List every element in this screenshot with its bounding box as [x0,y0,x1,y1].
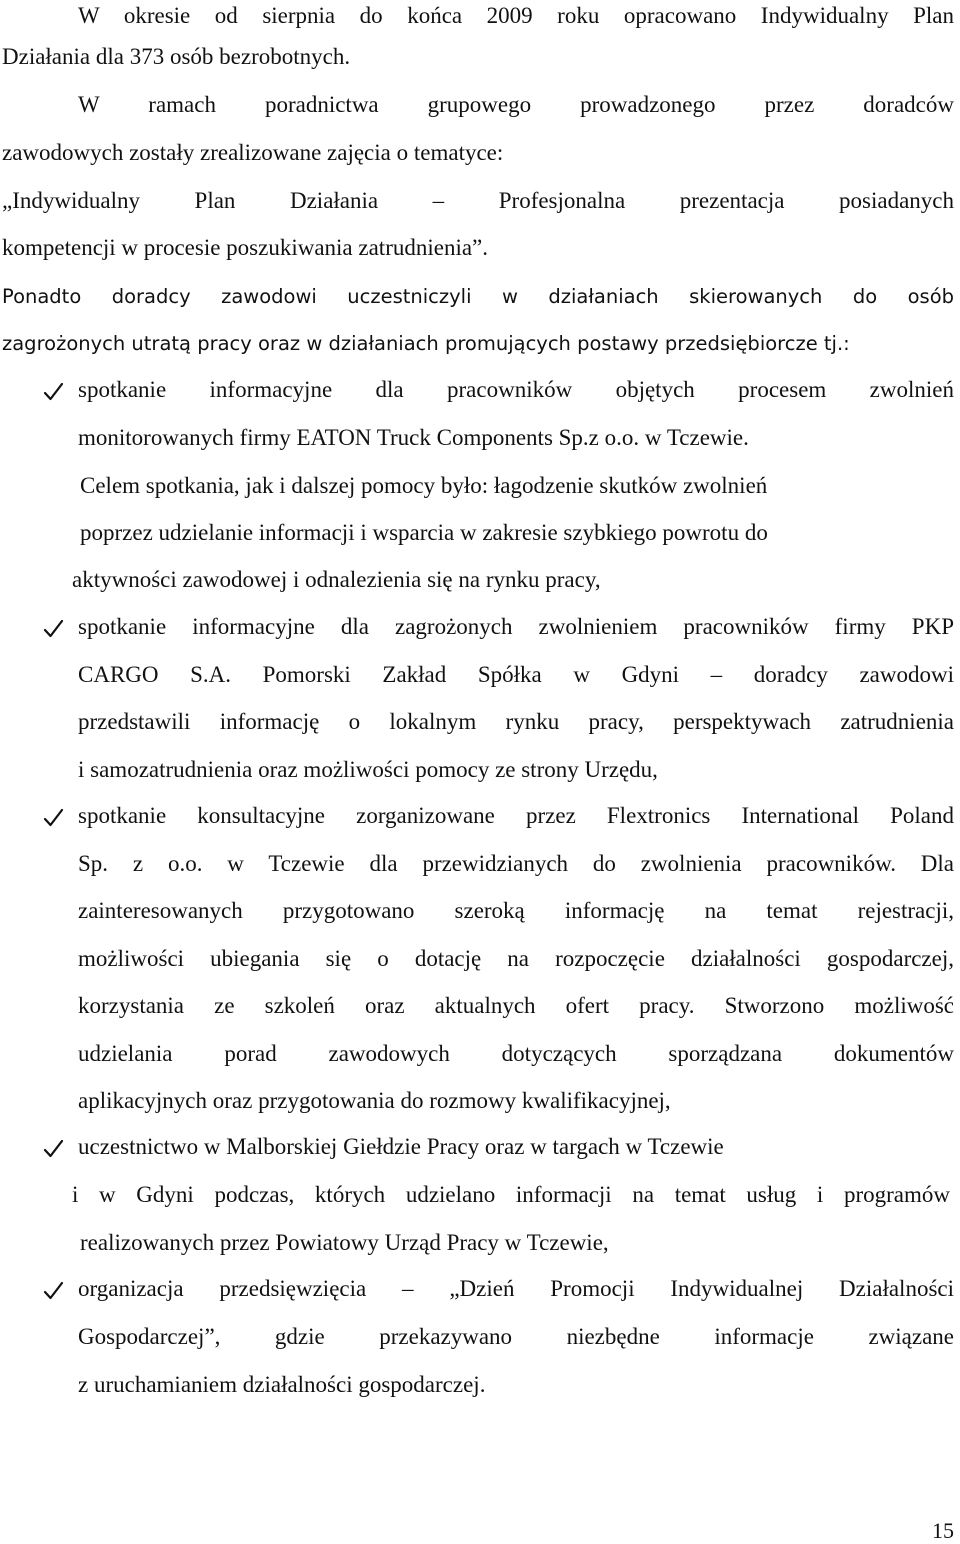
checkmark-icon [42,618,64,640]
checkmark-icon [42,381,64,403]
checkmark-icon [42,1138,64,1160]
page-number: 15 [932,1518,954,1543]
bullet1-extra3: aktywności zawodowej i odnalezienia się na rynku pracy, [72,567,601,592]
para2-line3: „Indywidualny Plan Działania – Profesjonalna prezentacja posiadanych [2,188,954,213]
bullet2-line2: CARGO S.A. Pomorski Zakład Spółka w Gdyni – doradcy zawodowi [78,662,954,687]
para2-line4: kompetencji w procesie poszukiwania zatrudnienia”. [2,235,489,260]
checkmark-icon [42,807,64,829]
bullet3-line5: korzystania ze szkoleń oraz aktualnych ofert pracy. Stworzono możliwość [78,993,954,1018]
bullet2-line3: przedstawili informację o lokalnym rynku pracy, perspektywach zatrudnienia [78,709,954,734]
bullet3-line1: spotkanie konsultacyjne zorganizowane przez Flextronics International Poland [78,803,954,828]
bullet2-line4: i samozatrudnienia oraz możliwości pomocy ze strony Urzędu, [78,757,658,782]
checkmark-icon [42,1280,64,1302]
bullet3-line4: możliwości ubiegania się o dotację na rozpoczęcie działalności gospodarczej, [78,946,954,971]
bullet3-line3: zainteresowanych przygotowano szeroką informację na temat rejestracji, [78,898,954,923]
bullet1-extra1: Celem spotkania, jak i dalszej pomocy było: łagodzenie skutków zwolnień [80,473,768,498]
para2-line1: W ramach poradnictwa grupowego prowadzonego przez doradców [78,92,954,117]
bullet3-line6: udzielania porad zawodowych dotyczących sporządzana dokumentów [78,1041,954,1066]
bullet1-extra2: poprzez udzielanie informacji i wsparcia w zakresie szybkiego powrotu do [80,520,768,545]
bullet4-extra1: i w Gdyni podczas, których udzielano informacji na temat usług i programów [72,1182,950,1207]
para3-line2: zagrożonych utratą pracy oraz w działaniach promujących postawy przedsiębiorcze tj.: [2,332,850,355]
bullet3-line7: aplikacyjnych oraz przygotowania do rozmowy kwalifikacyjnej, [78,1088,671,1113]
para1-line2: Działania dla 373 osób bezrobotnych. [2,44,351,69]
para2-line2: zawodowych zostały zrealizowane zajęcia o tematyce: [2,140,504,165]
bullet1-line1: spotkanie informacyjne dla pracowników objętych procesem zwolnień [78,377,954,402]
bullet1-line2: monitorowanych firmy EATON Truck Components Sp.z o.o. w Tczewie. [78,425,749,450]
bullet2-line1: spotkanie informacyjne dla zagrożonych zwolnieniem pracowników firmy PKP [78,614,954,639]
bullet3-line2: Sp. z o.o. w Tczewie dla przewidzianych do zwolnienia pracowników. Dla [78,851,954,876]
bullet5-line3: z uruchamianiem działalności gospodarczej. [78,1372,486,1397]
para3-line1: Ponadto doradcy zawodowi uczestniczyli w działaniach skierowanych do osób [2,285,954,308]
bullet5-line1: organizacja przedsięwzięcia – „Dzień Promocji Indywidualnej Działalności [78,1276,954,1301]
para1-line1: W okresie od sierpnia do końca 2009 roku opracowano Indywidualny Plan [78,3,954,28]
bullet5-line2: Gospodarczej”, gdzie przekazywano niezbędne informacje związane [78,1324,954,1349]
bullet4-line1: uczestnictwo w Malborskiej Giełdzie Pracy oraz w targach w Tczewie [78,1134,724,1159]
bullet4-extra2: realizowanych przez Powiatowy Urząd Pracy w Tczewie, [80,1230,609,1255]
